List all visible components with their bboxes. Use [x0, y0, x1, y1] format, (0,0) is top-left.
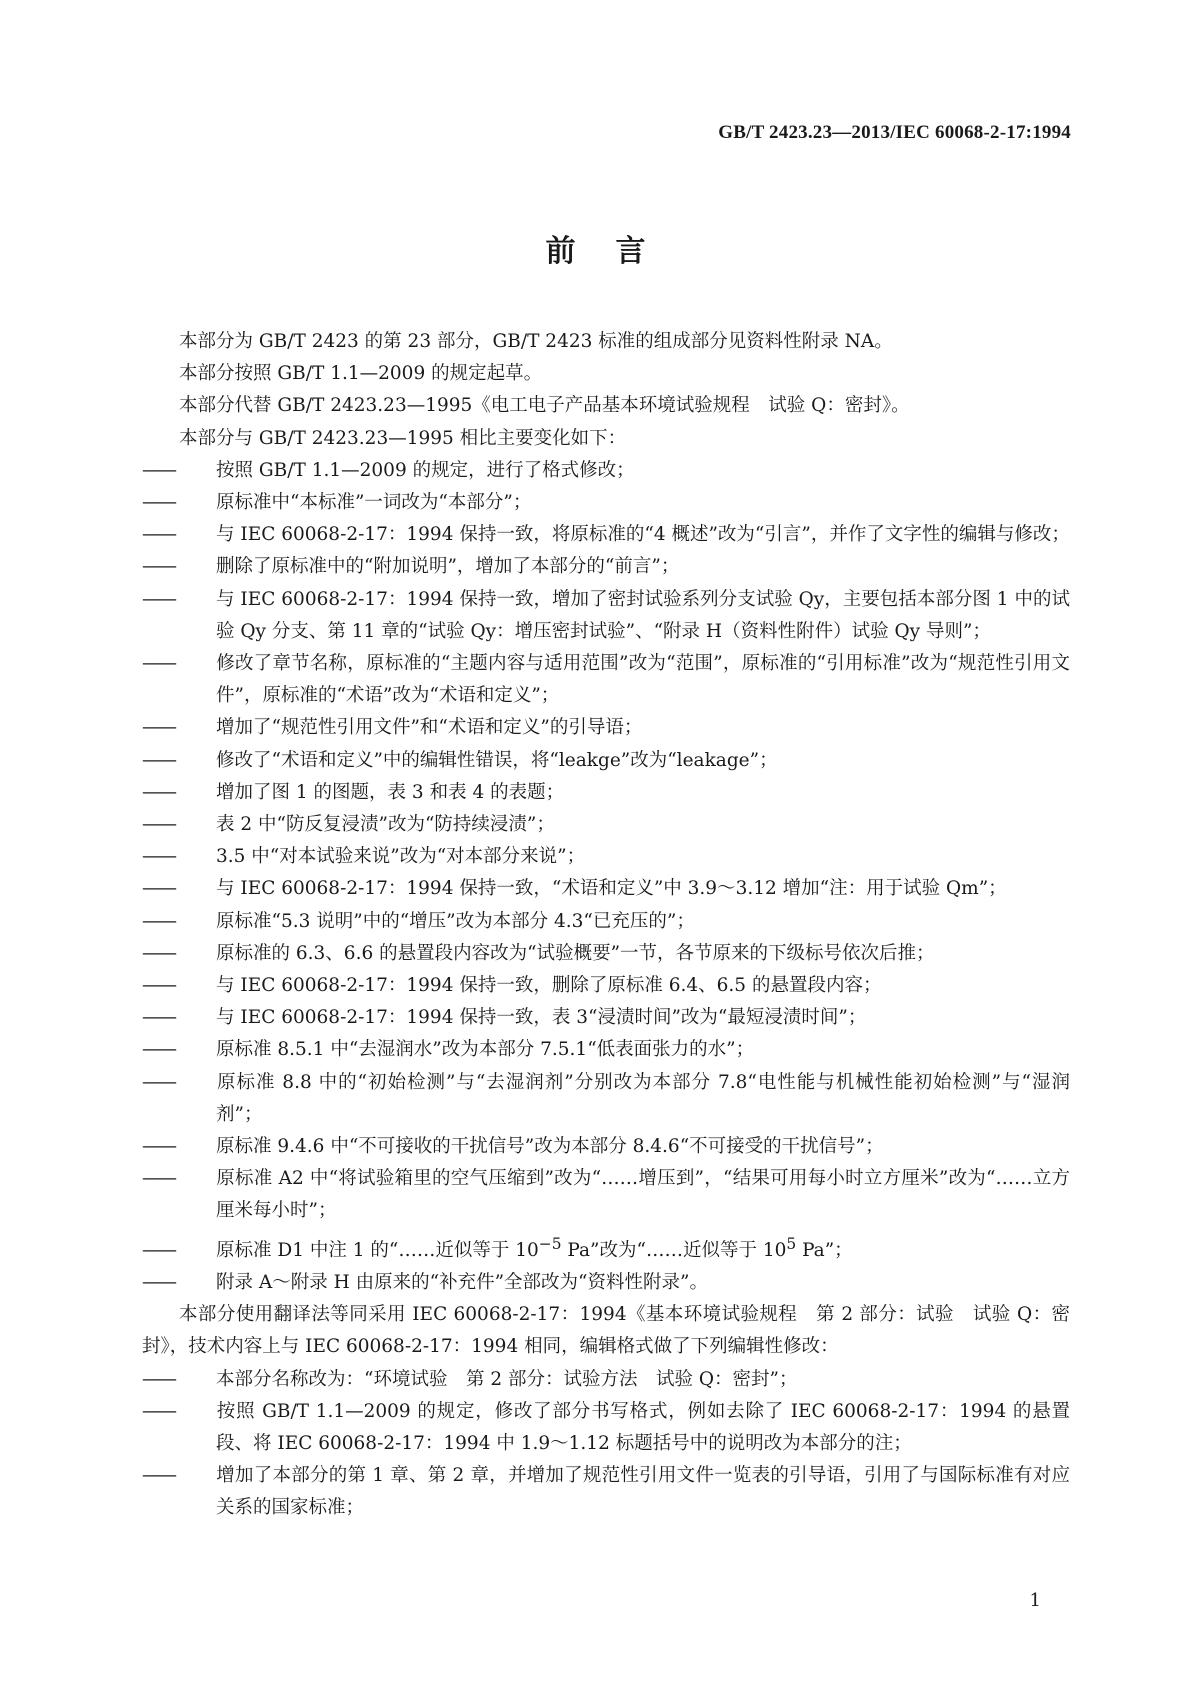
list-item-d1-note: —— 原标准 D1 中注 1 的“……近似等于 $10^{-5}$ Pa”改为“……近似等于 $10^5$ Pa”； — [142, 1234, 853, 1261]
paragraph-drafting-rule: 本部分按照 GB/T 1.1—2009 的规定起草。 — [179, 363, 543, 385]
exponent: 5 — [786, 1234, 797, 1253]
paragraph-translation: 本部分使用翻译法等同采用 IEC 60068-2-17：1994《基本环境试验规程 第 2 部分：试验 试验 Q：密封》，技术内容上与 IEC 60068-2-17：1994 相同，编辑格式做了下列编辑性修改： — [142, 1304, 1070, 1358]
standard-code: GB/T 2423.23—2013/IEC 60068-2-17:1994 — [718, 122, 1071, 143]
list-item: —— 增加了“规范性引用文件”和“术语和定义”的引导语； — [142, 717, 643, 739]
list-item: —— 与 IEC 60068-2-17：1994 保持一致，表 3“浸渍时间”改为“最短浸渍时间”； — [142, 1007, 867, 1029]
list-item: —— 本部分名称改为：“环境试验 第 2 部分：试验方法 试验 Q：密封”； — [142, 1368, 798, 1390]
list-item: —— 原标准 8.5.1 中“去湿润水”改为本部分 7.5.1“低表面张力的水”； — [142, 1039, 755, 1061]
list-item: —— 增加了图 1 的图题，表 3 和表 4 的表题； — [142, 781, 565, 803]
list-item: —— 与 IEC 60068-2-17：1994 保持一致，删除了原标准 6.4、6.5 的悬置段内容； — [142, 975, 882, 997]
list-item: —— 原标准“5.3 说明”中的“增压”改为本部分 4.3“已充压的”； — [142, 910, 695, 932]
list-item: —— 与 IEC 60068-2-17：1994 保持一致，增加了密封试验系列分支试验 Qy，主要包括本部分图 1 中的试验 Qy 分支、第 11 章的“试验 Qy：增压密封试验”、“附录 H（资料性附件）试验 Qy 导则”； — [142, 588, 1070, 642]
exponent: −5 — [538, 1234, 562, 1253]
list-item: —— 按照 GB/T 1.1—2009 的规定，进行了格式修改； — [142, 459, 635, 481]
list-item: —— 与 IEC 60068-2-17：1994 保持一致，将原标准的“4 概述”改为“引言”，并作了文字性的编辑与修改； — [142, 524, 1070, 546]
list-item: —— 按照 GB/T 1.1—2009 的规定，修改了部分书写格式，例如去除了 IEC 60068-2-17：1994 的悬置段、将 IEC 60068-2-17：1994 中 1.9～1.12 标题括号中的说明改为本部分的注； — [142, 1400, 1070, 1455]
list-item: —— 增加了本部分的第 1 章、第 2 章，并增加了规范性引用文件一览表的引导语，引用了与国际标准有对应关系的国家标准； — [142, 1465, 1070, 1519]
list-item: —— 原标准 A2 中“将试验箱里的空气压缩到”改为“……增压到”，“结果可用每小时立方厘米”改为“……立方厘米每小时”； — [142, 1168, 1070, 1222]
edits-list — [142, 1364, 1070, 1525]
list-item: —— 原标准中“本标准”一词改为“本部分”； — [142, 492, 532, 514]
foreword-body — [142, 326, 1070, 1525]
list-item: —— 原标准 9.4.6 中“不可接收的干扰信号”改为本部分 8.4.6“不可接受的干扰信号”； — [142, 1136, 884, 1158]
paragraph-intro: 本部分为 GB/T 2423 的第 23 部分，GB/T 2423 标准的组成部分见资料性附录 NA。 — [179, 331, 893, 352]
list-item: —— 与 IEC 60068-2-17：1994 保持一致，“术语和定义”中 3.9～3.12 增加“注：用于试验 Qm”； — [142, 878, 1007, 900]
page-number: 1 — [1029, 1590, 1041, 1611]
list-item: —— 修改了“术语和定义”中的编辑性错误，将“leakge”改为“leakage”； — [142, 749, 778, 771]
page-title: 前言 — [545, 234, 686, 269]
list-item: —— 修改了章节名称，原标准的“主题内容与适用范围”改为“范围”，原标准的“引用标准”改为“规范性引用文件”，原标准的“术语”改为“术语和定义”； — [142, 653, 1070, 707]
list-item: —— 原标准的 6.3、6.6 的悬置段内容改为“试验概要”一节，各节原来的下级标号依次后推； — [142, 942, 935, 964]
list-item: —— 删除了原标准中的“附加说明”，增加了本部分的“前言”； — [142, 556, 680, 578]
list-item: —— 原标准 8.8 中的“初始检测”与“去湿润剂”分别改为本部分 7.8“电性能与机械性能初始检测”与“湿润剂”； — [142, 1071, 1070, 1125]
changes-list — [142, 455, 1070, 1299]
list-item: —— 附录 A～附录 H 由原来的“补充件”全部改为“资料性附录”。 — [142, 1272, 708, 1294]
paragraph-changes-heading: 本部分与 GB/T 2423.23—1995 相比主要变化如下： — [179, 427, 627, 449]
list-item: —— 3.5 中“对本试验来说”改为“对本部分来说”； — [142, 846, 586, 868]
list-item: —— 表 2 中“防反复浸渍”改为“防持续浸渍”； — [142, 814, 555, 836]
paragraph-replaces: 本部分代替 GB/T 2423.23—1995《电工电子产品基本环境试验规程 试验 Q：密封》。 — [179, 395, 910, 417]
